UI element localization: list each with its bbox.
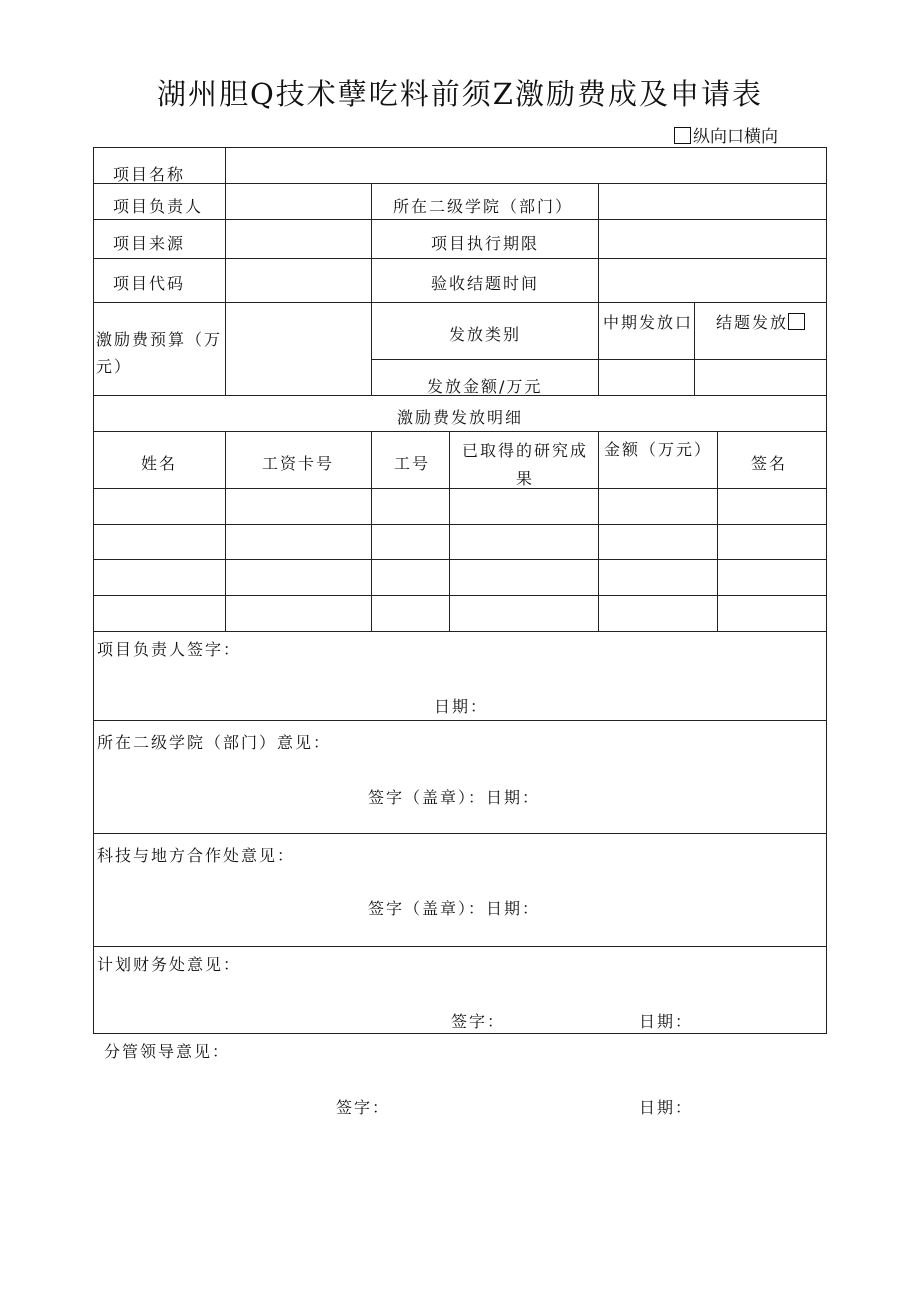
portrait-label: 纵向 (693, 127, 727, 147)
project-leader-field[interactable] (227, 185, 370, 218)
checkbox-portrait[interactable] (674, 127, 691, 144)
leader-sign-label: 项目负责人签字： (97, 640, 242, 659)
final-label: 结题发放 (716, 313, 789, 332)
table-row[interactable] (94, 525, 826, 558)
label-code: 项目代码 (113, 274, 186, 293)
label-project-name: 项目名称 (113, 165, 186, 184)
option-midterm[interactable]: 中期发放口 (603, 313, 694, 332)
leader-date-label: 日期： (434, 697, 489, 716)
form-title: 湖州胆Q技术孽吃料前须Z激励费成及申请表 (157, 77, 763, 111)
orientation-options (674, 122, 778, 147)
leader-opinion-date-label: 日期： (639, 1098, 694, 1117)
project-name-field[interactable] (227, 149, 825, 182)
acceptance-time-field[interactable] (600, 260, 825, 301)
period-field[interactable] (600, 221, 825, 257)
dept-opinion-label: 所在二级学院（部门）意见： (97, 733, 332, 752)
checkbox-final[interactable] (788, 313, 805, 330)
col-header-salary-card: 工资卡号 (262, 454, 335, 473)
checkbox-landscape-glyph[interactable]: 口 (727, 127, 744, 147)
col-header-amount: 金额（万元） (604, 440, 713, 459)
label-project-leader: 项目负责人 (113, 197, 204, 216)
dept-sign-seal-date: 签字（盖章）：日期： (368, 788, 541, 807)
table-row[interactable] (94, 560, 826, 594)
label-acceptance-time: 验收结题时间 (431, 274, 540, 293)
table-row[interactable] (94, 596, 826, 630)
code-field[interactable] (227, 260, 370, 301)
source-field[interactable] (227, 221, 370, 257)
col-header-staff-id: 工号 (394, 454, 431, 473)
label-source: 项目来源 (113, 234, 186, 253)
leader-opinion-sign-label: 签字： (336, 1098, 391, 1117)
tech-sign-seal-date: 签字（盖章）：日期： (368, 899, 541, 918)
tech-opinion-label: 科技与地方合作处意见： (97, 846, 296, 865)
budget-field[interactable] (227, 304, 370, 394)
table-row[interactable] (94, 489, 826, 523)
col-header-signature: 签名 (751, 454, 788, 473)
finance-opinion-label: 计划财务处意见： (97, 955, 242, 974)
leader-opinion-label: 分管领导意见： (104, 1042, 231, 1061)
option-final[interactable] (716, 310, 807, 333)
landscape-label: 横向 (744, 127, 778, 147)
detail-heading: 激励费发放明细 (396, 408, 523, 427)
label-period: 项目执行期限 (431, 234, 540, 253)
label-department: 所在二级学院（部门） (393, 197, 574, 216)
label-amount: 发放金额/万元 (427, 377, 543, 396)
amount-midterm-field[interactable] (600, 361, 693, 394)
col-header-results: 已取得的研究成果 (461, 441, 588, 488)
department-field[interactable] (600, 185, 825, 218)
label-category: 发放类别 (449, 325, 522, 344)
col-header-name: 姓名 (141, 454, 178, 473)
amount-final-field[interactable] (696, 361, 825, 394)
finance-sign-label: 签字： (451, 1012, 506, 1031)
label-budget: 激励费预算（万元） (96, 330, 223, 376)
finance-date-label: 日期： (639, 1012, 694, 1031)
